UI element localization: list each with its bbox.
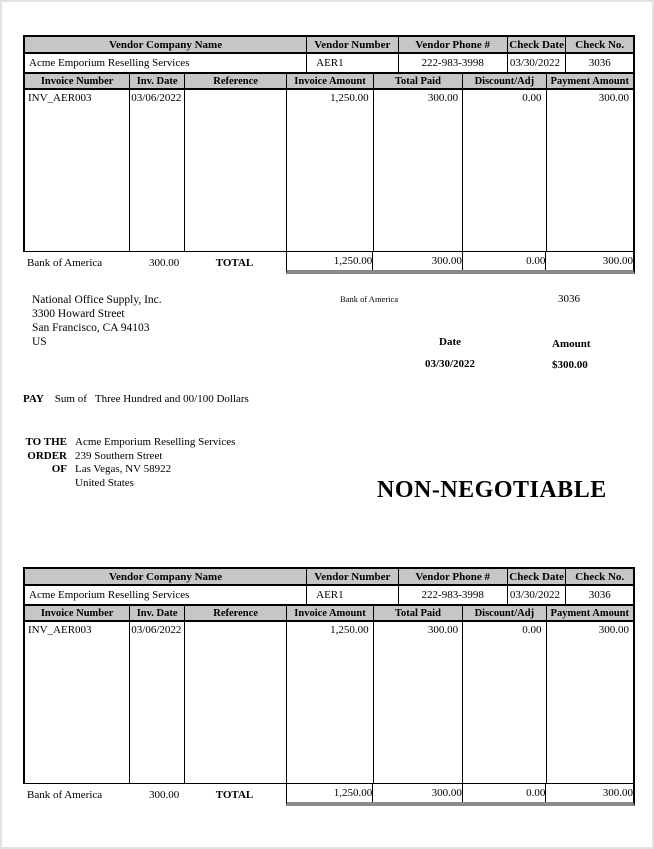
order-labels <box>23 436 67 490</box>
reference-header: Reference <box>185 74 287 88</box>
of-label: OF <box>51 463 67 475</box>
discount-adj-cell: 0.00 <box>463 90 546 251</box>
total-paid-header: Total Paid <box>374 74 463 88</box>
payment-amount-header: Payment Amount <box>550 607 630 619</box>
totals-label: TOTAL <box>215 257 254 269</box>
vendor-company-header: Vendor Company Name <box>25 569 307 584</box>
invoice-amount-cell: 1,250.00 <box>287 90 373 251</box>
total-paid-header: Total Paid <box>374 606 463 620</box>
payee-street: 239 Southern Street <box>75 449 163 462</box>
check-date-value: 03/30/2022 <box>508 586 567 604</box>
totals-bank-amount: 300.00 <box>149 789 180 801</box>
total-paid-cell: 300.00 <box>374 90 463 251</box>
totals-payment-amount: 300.00 <box>602 255 633 267</box>
inv-date-cell: 03/06/2022 <box>130 622 185 783</box>
totals-amounts-box <box>286 252 635 274</box>
totals-discount-adj: 0.00 <box>463 784 547 802</box>
vendor-number-value: AER1 <box>307 586 398 604</box>
invoice-body <box>23 622 635 784</box>
date-label: Date <box>439 336 461 348</box>
vendor-company-header: Vendor Company Name <box>25 37 307 52</box>
totals-invoice-amount: 1,250.00 <box>287 252 374 270</box>
reference-cell <box>185 622 287 783</box>
pay-label: PAY <box>23 393 44 405</box>
payment-amount-cell: 300.00 <box>598 92 629 104</box>
check-date-value: 03/30/2022 <box>508 54 567 72</box>
check-number: 3036 <box>558 293 580 305</box>
payer-name: National Office Supply, Inc. <box>32 294 162 306</box>
invoice-amount-header: Invoice Amount <box>287 74 373 88</box>
totals-invoice-amount: 1,250.00 <box>287 784 374 802</box>
check-no-header: Check No. <box>575 570 625 583</box>
vendor-header-row <box>23 35 635 54</box>
invoice-number-cell: INV_AER003 <box>25 90 130 251</box>
pay-line <box>23 393 249 405</box>
sum-of-label: Sum of <box>54 393 87 405</box>
totals-bank-name: Bank of America <box>27 789 103 801</box>
totals-payment-amount: 300.00 <box>602 787 633 799</box>
invoice-header-row <box>23 604 635 622</box>
vendor-phone-header: Vendor Phone # <box>399 569 508 584</box>
totals-discount-adj: 0.00 <box>463 252 547 270</box>
discount-adj-header: Discount/Adj <box>463 606 546 620</box>
totals-amounts-box <box>286 784 635 806</box>
vendor-data-row <box>23 54 635 72</box>
payee-country: United States <box>75 476 134 489</box>
invoice-header-row <box>23 72 635 90</box>
inv-date-header: Inv. Date <box>130 74 185 88</box>
vendor-company-value: Acme Emporium Reselling Services <box>25 586 307 604</box>
totals-row <box>23 784 635 806</box>
reference-cell <box>185 90 287 251</box>
invoice-amount-header: Invoice Amount <box>287 606 373 620</box>
inv-date-cell: 03/06/2022 <box>130 90 185 251</box>
payee-city: Las Vegas, NV 58922 <box>75 463 172 475</box>
amount-in-words: Three Hundred and 00/100 Dollars <box>94 393 249 405</box>
totals-total-paid: 300.00 <box>373 252 463 270</box>
payment-amount-cell: 300.00 <box>598 624 629 636</box>
reference-header: Reference <box>185 606 287 620</box>
invoice-number-header: Invoice Number <box>25 74 130 88</box>
remittance-stub-top <box>23 35 635 274</box>
payment-amount-header: Payment Amount <box>550 75 630 87</box>
total-paid-cell: 300.00 <box>374 622 463 783</box>
invoice-body <box>23 90 635 252</box>
pay-to-order-block <box>23 436 235 490</box>
payer-address-block <box>32 293 162 349</box>
discount-adj-cell: 0.00 <box>463 622 546 783</box>
totals-bank-name: Bank of America <box>27 257 103 269</box>
payer-country: US <box>32 336 47 348</box>
vendor-company-value: Acme Emporium Reselling Services <box>25 54 307 72</box>
discount-adj-header: Discount/Adj <box>463 74 546 88</box>
amount-label: Amount <box>552 338 591 350</box>
invoice-amount-cell: 1,250.00 <box>287 622 373 783</box>
vendor-phone-value: 222-983-3998 <box>399 586 508 604</box>
totals-row <box>23 252 635 274</box>
vendor-phone-value: 222-983-3998 <box>399 54 508 72</box>
payer-city: San Francisco, CA 94103 <box>32 322 150 334</box>
order-label: ORDER <box>27 449 67 462</box>
inv-date-header: Inv. Date <box>130 606 185 620</box>
non-negotiable-watermark: NON-NEGOTIABLE <box>377 477 607 503</box>
payee-address-block <box>75 436 235 490</box>
totals-total-paid: 300.00 <box>373 784 463 802</box>
to-the-label: TO THE <box>25 436 67 448</box>
check-date-header: Check Date <box>508 37 567 52</box>
invoice-number-cell: INV_AER003 <box>25 622 130 783</box>
bank-name: Bank of America <box>340 294 399 304</box>
vendor-header-row <box>23 567 635 586</box>
check-date: 03/30/2022 <box>424 358 476 370</box>
vendor-phone-header: Vendor Phone # <box>399 37 508 52</box>
payee-name: Acme Emporium Reselling Services <box>75 436 236 448</box>
check-amount: $300.00 <box>552 359 588 371</box>
totals-bank-amount: 300.00 <box>149 257 180 269</box>
check-date-header: Check Date <box>508 569 567 584</box>
check-no-value: 3036 <box>588 589 611 601</box>
vendor-number-header: Vendor Number <box>307 569 398 584</box>
invoice-number-header: Invoice Number <box>25 606 130 620</box>
vendor-number-header: Vendor Number <box>307 37 398 52</box>
payer-street: 3300 Howard Street <box>32 308 125 320</box>
vendor-number-value: AER1 <box>307 54 398 72</box>
check-no-value: 3036 <box>588 57 611 69</box>
totals-label: TOTAL <box>215 789 254 801</box>
check-no-header: Check No. <box>575 38 625 51</box>
remittance-stub-bottom <box>23 567 635 806</box>
vendor-data-row <box>23 586 635 604</box>
